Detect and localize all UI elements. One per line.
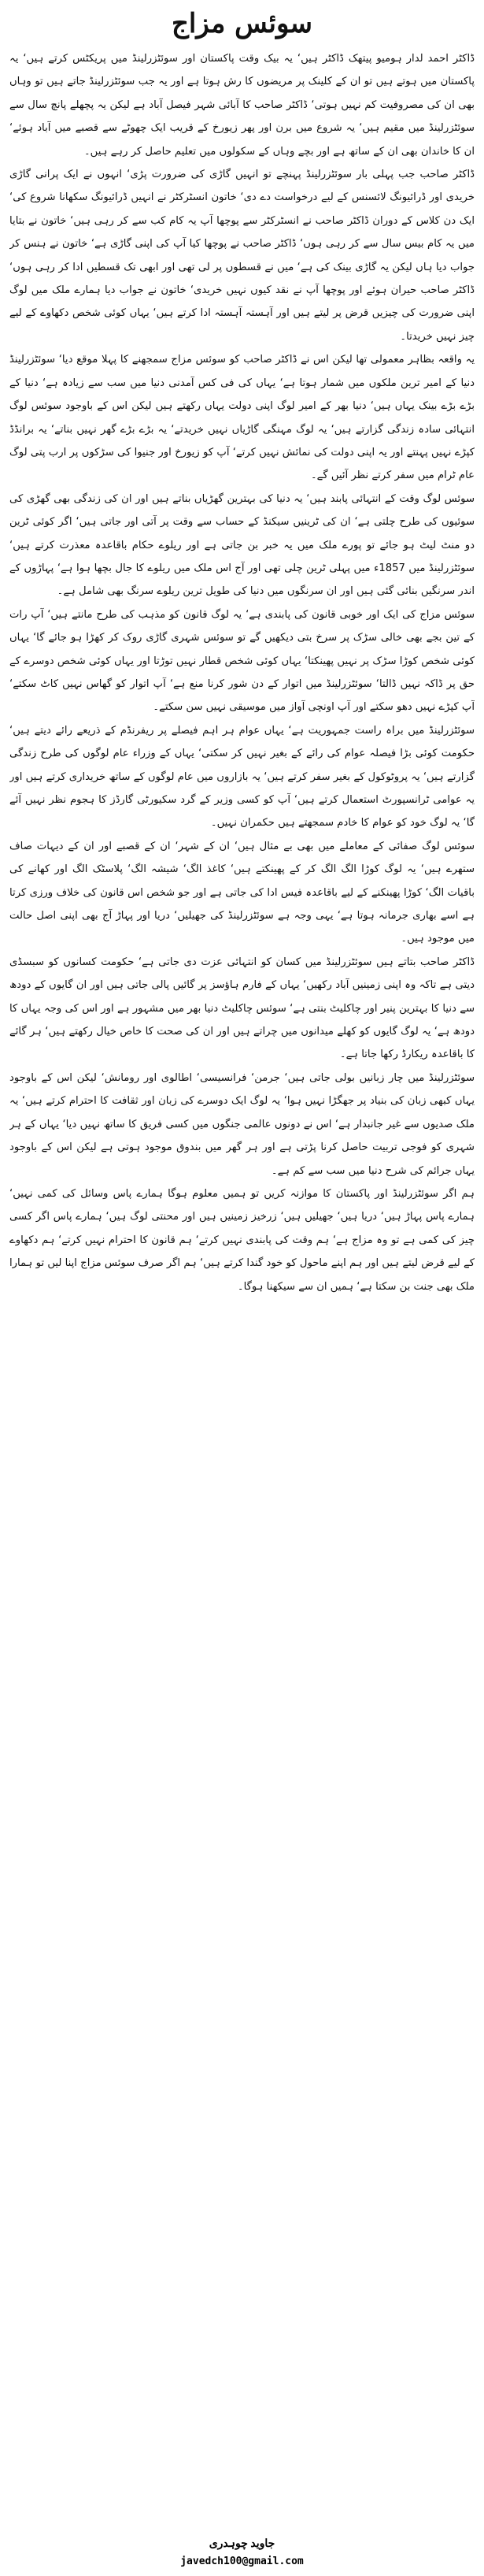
article-paragraph: سوئٹزرلینڈ میں چار زبانیں بولی جاتی ہیں‘ جرمن‘ فرانسیسی‘ اطالوی اور رومانش‘ لیکن اس کے باوجود یہاں کبھی زبان کی بنیاد پر جھگڑا نہیں ہوا‘ یہ لوگ ایک دوسرے کی زبان اور ثقافت کا احترام کرتے ہیں‘ یہ ملک صدیوں سے غیر جانبدار ہے‘ اس نے دونوں عالمی جنگوں میں کسی فریق کا ساتھ نہیں دیا‘ یہاں کے ہر شہری کو فوجی تربیت حاصل کرنا پڑتی ہے اور ہر گھر میں بندوق موجود ہوتی ہے لیکن اس کے باوجود یہاں جرائم کی شرح دنیا میں سب سے کم ہے۔ — [9, 1071, 475, 1177]
article-paragraph: ڈاکٹر احمد لدار ہومیو پیتھک ڈاکٹر ہیں‘ یہ بیک وقت پاکستان اور سوئٹزرلینڈ میں پریکٹس کرتے ہیں‘ یہ پاکستان میں ہوتے ہیں تو ان کے کلینک پر مریضوں کا رش ہوتا ہے اور یہ جب سوئٹزرلینڈ جاتے ہیں تو وہاں بھی ان کی مصروفیت کم نہیں ہوتی‘ ڈاکٹر صاحب کا آبائی شہر فیصل آباد ہے لیکن یہ پچھلے پانچ سال سے سوئٹزرلینڈ میں مقیم ہیں‘ یہ شروع میں برن اور پھر زیورخ کے قریب ایک چھوٹے سے قصبے میں آباد ہوئے‘ ان کا خاندان بھی ان کے ساتھ ہے اور بچے وہاں کے سکولوں میں تعلیم حاصل کر رہے ہیں۔ — [9, 53, 475, 158]
article-paragraph: سوئس لوگ وقت کے انتہائی پابند ہیں‘ یہ دنیا کی بہترین گھڑیاں بناتے ہیں اور ان کی زندگی بھی گھڑی کی سوئیوں کی طرح چلتی ہے‘ ان کی ٹرینیں سیکنڈ کے حساب سے وقت پر آتی اور جاتی ہیں‘ اگر کوئی ٹرین دو منٹ لیٹ ہو جائے تو پورے ملک میں یہ خبر بن جاتی ہے اور ریلوے حکام باقاعدہ معذرت کرتے ہیں‘ سوئٹزرلینڈ میں 1857ء میں پہلی ٹرین چلی تھی اور آج اس ملک میں ریلوے کا جال بچھا ہوا ہے‘ پہاڑوں کے اندر سرنگیں بنائی گئی ہیں اور ان سرنگوں میں دنیا کی طویل ترین ریلوے سرنگ بھی شامل ہے۔ — [9, 492, 475, 598]
article-paragraph: ڈاکٹر صاحب جب پہلی بار سوئٹزرلینڈ پہنچے تو انہیں گاڑی کی ضرورت پڑی‘ انہوں نے ایک پرانی گاڑی خریدی اور ڈرائیونگ لائسنس کے لیے درخواست دے دی‘ خاتون انسٹرکٹر نے انہیں ڈرائیونگ سکھانا شروع کی‘ ایک دن کلاس کے دوران ڈاکٹر صاحب نے انسٹرکٹر سے پوچھا آپ یہ کام کب سے کر رہی ہیں‘ خاتون نے بتایا میں یہ کام بیس سال سے کر رہی ہوں‘ ڈاکٹر صاحب نے پوچھا کیا آپ کی اپنی گاڑی ہے‘ خاتون نے ہنس کر جواب دیا ہاں لیکن یہ گاڑی بینک کی ہے‘ میں نے قسطوں پر لی تھی اور ابھی تک قسطیں ادا کر رہی ہوں‘ ڈاکٹر صاحب حیران ہوئے اور پوچھا آپ نے نقد کیوں نہیں خریدی‘ خاتون نے جواب دیا ہمارے ملک میں لوگ اپنی ضرورت کی چیزیں قرض پر لیتے ہیں اور آہستہ آہستہ ادا کرتے ہیں‘ یہاں کوئی شخص دکھاوے کے لیے چیز نہیں خریدتا۔ — [9, 169, 475, 343]
article-title: سوئس مزاج — [171, 8, 313, 39]
article-paragraph: ہم اگر سوئٹزرلینڈ اور پاکستان کا موازنہ کریں تو ہمیں معلوم ہوگا ہمارے پاس وسائل کی کمی نہیں‘ ہمارے پاس پہاڑ ہیں‘ دریا ہیں‘ جھیلیں ہیں‘ زرخیز زمینیں ہیں اور محنتی لوگ ہیں‘ ہمارے پاس اگر کسی چیز کی کمی ہے تو وہ مزاج ہے‘ ہم وقت کی پابندی نہیں کرتے‘ ہم قانون کا احترام نہیں کرتے‘ ہم دکھاوے کے لیے قرض لیتے ہیں اور ہم اپنے ماحول کو خود گندا کرتے ہیں‘ ہم اگر صرف سوئس مزاج اپنا لیں تو ہمارا ملک بھی جنت بن سکتا ہے‘ ہمیں ان سے سیکھنا ہوگا۔ — [9, 1187, 475, 1293]
article-paragraph: سوئٹزرلینڈ میں براہ راست جمہوریت ہے‘ یہاں عوام ہر اہم فیصلے پر ریفرنڈم کے ذریعے رائے دیتے ہیں‘ حکومت کوئی بڑا فیصلہ عوام کی رائے کے بغیر نہیں کر سکتی‘ یہاں کے وزراء عام لوگوں کی طرح زندگی گزارتے ہیں‘ یہ پروٹوکول کے بغیر سفر کرتے ہیں‘ یہ بازاروں میں عام لوگوں کے ساتھ خریداری کرتے ہیں اور یہ عوامی ٹرانسپورٹ استعمال کرتے ہیں‘ آپ کو کسی وزیر کے گرد سکیورٹی گارڈز کا ہجوم نظر نہیں آئے گا‘ یہ لوگ خود کو عوام کا خادم سمجھتے ہیں حکمران نہیں۔ — [9, 724, 475, 830]
author-email: javedch100@gmail.com — [180, 2556, 304, 2567]
article-body — [9, 47, 475, 2529]
article-paragraph: سوئس لوگ صفائی کے معاملے میں بھی بے مثال ہیں‘ ان کے شہر‘ ان کے قصبے اور ان کے دیہات صاف ستھرے ہیں‘ یہ لوگ کوڑا الگ الگ کر کے پھینکتے ہیں‘ کاغذ الگ‘ شیشہ الگ‘ پلاسٹک الگ اور کھانے کی باقیات الگ‘ کوڑا پھینکنے کے لیے باقاعدہ فیس ادا کی جاتی ہے اور جو شخص اس قانون کی خلاف ورزی کرتا ہے اسے بھاری جرمانہ ہوتا ہے‘ یہی وجہ ہے سوئٹزرلینڈ کی جھیلیں‘ دریا اور پہاڑ آج بھی اپنی اصل حالت میں موجود ہیں۔ — [9, 840, 475, 945]
article-paragraph: یہ واقعہ بظاہر معمولی تھا لیکن اس نے ڈاکٹر صاحب کو سوئس مزاج سمجھنے کا پہلا موقع دیا‘ سوئٹزرلینڈ دنیا کے امیر ترین ملکوں میں شمار ہوتا ہے‘ یہاں کی فی کس آمدنی دنیا میں سب سے زیادہ ہے‘ دنیا کے بڑے بڑے بینک یہاں ہیں‘ دنیا بھر کے امیر لوگ اپنی دولت یہاں رکھتے ہیں لیکن اس کے باوجود سوئس لوگ انتہائی سادہ زندگی گزارتے ہیں‘ یہ لوگ مہنگی گاڑیاں نہیں خریدتے‘ یہ بڑے بڑے گھر نہیں بناتے‘ یہ برانڈڈ کپڑے نہیں پہنتے اور یہ اپنی دولت کی نمائش نہیں کرتے‘ آپ کو زیورخ اور جنیوا کی سڑکوں پر ارب پتی لوگ عام ٹرام میں سفر کرتے نظر آئیں گے۔ — [9, 354, 475, 482]
article-paragraph: سوئس مزاج کی ایک اور خوبی قانون کی پابندی ہے‘ یہ لوگ قانون کو مذہب کی طرح مانتے ہیں‘ آپ رات کے تین بجے بھی خالی سڑک پر سرخ بتی دیکھیں گے تو سوئس شہری گاڑی روک کر کھڑا ہو جائے گا‘ یہاں کوئی شخص کوڑا سڑک پر نہیں پھینکتا‘ یہاں کوئی شخص قطار نہیں توڑتا اور یہاں کوئی شخص دوسرے کے حق پر ڈاکہ نہیں ڈالتا‘ سوئٹزرلینڈ میں اتوار کے دن شور کرنا منع ہے‘ آپ اتوار کو گھاس نہیں کاٹ سکتے‘ آپ کپڑے نہیں دھو سکتے اور آپ اونچی آواز میں موسیقی نہیں سن سکتے۔ — [9, 608, 475, 714]
author-name: جاوید چوہدری — [209, 2538, 275, 2550]
article-paragraph: ڈاکٹر صاحب بتاتے ہیں سوئٹزرلینڈ میں کسان کو انتہائی عزت دی جاتی ہے‘ حکومت کسانوں کو سبسڈی دیتی ہے تاکہ وہ اپنی زمینیں آباد رکھیں‘ یہاں کے فارم ہاؤسز پر گائیں پالی جاتی ہیں اور ان گایوں کے دودھ سے دنیا کا بہترین پنیر اور چاکلیٹ بنتی ہے‘ سوئس چاکلیٹ دنیا بھر میں مشہور ہے اور اس کی وجہ یہاں کا دودھ ہے‘ یہ لوگ گایوں کو کھلے میدانوں میں چراتے ہیں اور ان کی صحت کا خاص خیال رکھتے ہیں‘ ہر گائے کا باقاعدہ ریکارڈ رکھا جاتا ہے۔ — [9, 956, 475, 1061]
